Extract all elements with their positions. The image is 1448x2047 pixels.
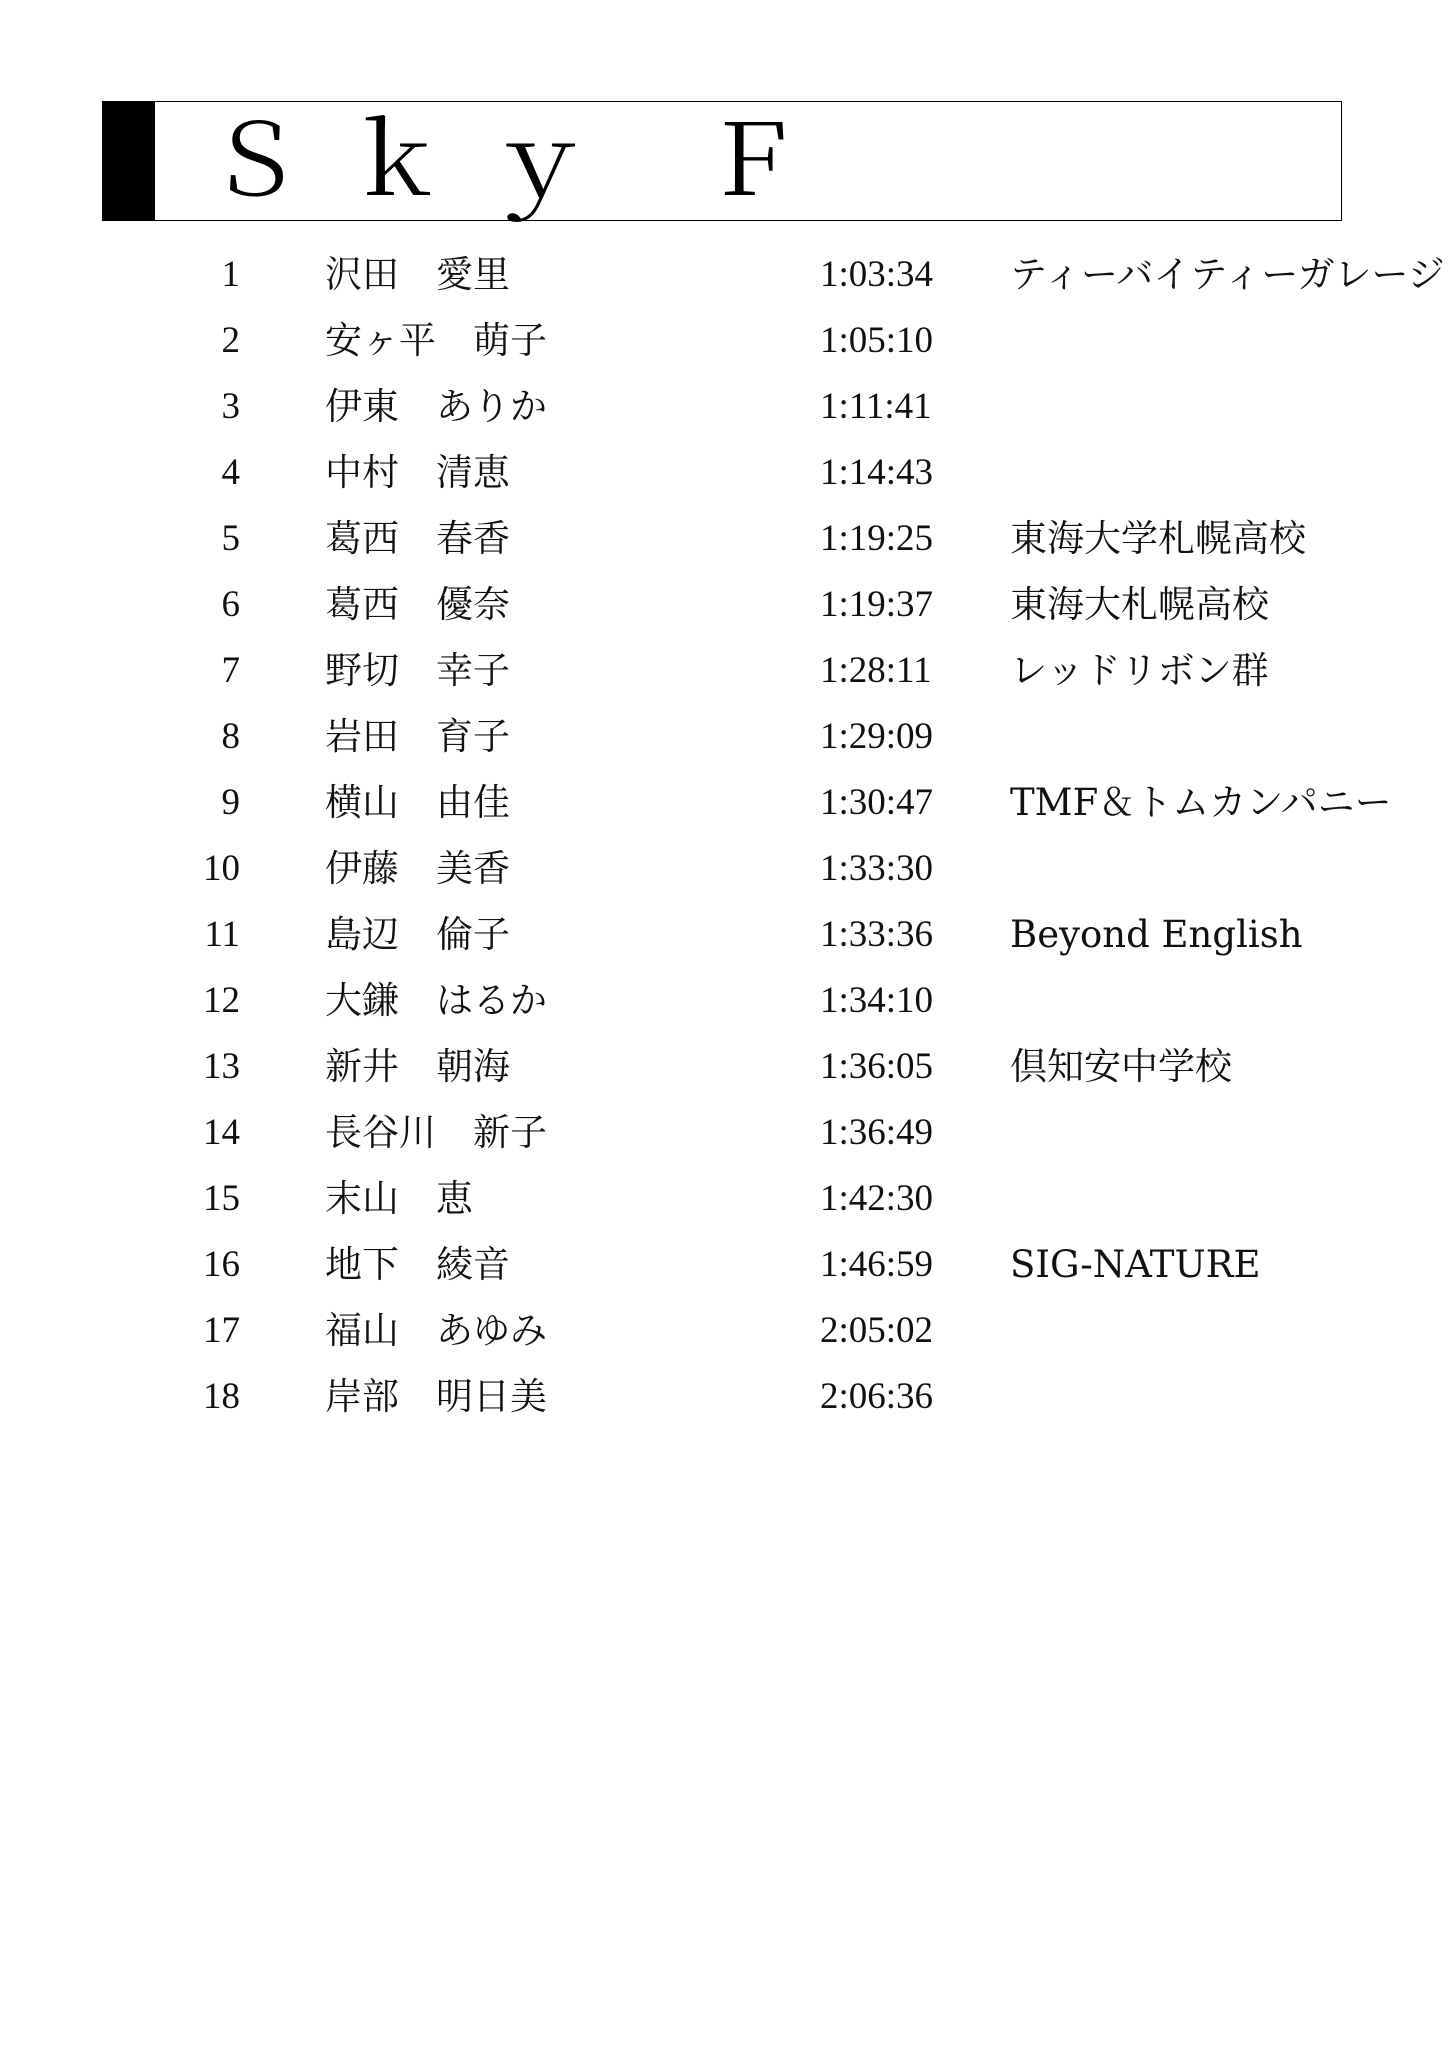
runner-name: 地下 綾音: [325, 1243, 510, 1286]
team-name: 東海大学札幌高校: [1010, 517, 1306, 560]
finish-time: 2:06:36: [820, 1376, 934, 1417]
team-name: ティーバイティーガレージ: [1010, 253, 1445, 296]
team-name: レッドリボン群: [1010, 649, 1269, 692]
result-row: [0, 1034, 1448, 1100]
result-row: [0, 1232, 1448, 1298]
finish-time: 1:34:10: [820, 980, 934, 1021]
result-row: [0, 836, 1448, 902]
result-row: [0, 506, 1448, 572]
rank-cell: 9: [221, 782, 240, 823]
finish-time: 1:28:11: [820, 650, 932, 691]
finish-time: 1:33:30: [820, 848, 934, 889]
rank-cell: 8: [221, 716, 240, 757]
runner-name: 横山 由佳: [325, 781, 510, 824]
category-header: [102, 101, 1342, 221]
rank-cell: 3: [221, 386, 240, 427]
runner-name: 野切 幸子: [325, 649, 510, 692]
result-row: [0, 440, 1448, 506]
runner-name: 岸部 明日美: [325, 1375, 547, 1418]
rank-cell: 13: [203, 1046, 240, 1087]
finish-time: 1:11:41: [820, 386, 932, 427]
result-row: [0, 572, 1448, 638]
rank-cell: 17: [203, 1310, 240, 1351]
rank-cell: 10: [203, 848, 240, 889]
runner-name: 葛西 優奈: [325, 583, 510, 626]
runner-name: 葛西 春香: [325, 517, 510, 560]
result-row: [0, 902, 1448, 968]
finish-time: 1:14:43: [820, 452, 934, 493]
finish-time: 1:05:10: [820, 320, 934, 361]
result-row: [0, 1364, 1448, 1430]
runner-name: 伊東 ありか: [325, 385, 547, 428]
runner-name: 島辺 倫子: [325, 913, 510, 956]
finish-time: 1:29:09: [820, 716, 934, 757]
rank-cell: 4: [221, 452, 240, 493]
results-list: [0, 242, 1448, 1430]
rank-cell: 18: [203, 1376, 240, 1417]
finish-time: 1:19:25: [820, 518, 934, 559]
rank-cell: 12: [203, 980, 240, 1021]
finish-time: 1:19:37: [820, 584, 934, 625]
rank-cell: 14: [203, 1112, 240, 1153]
rank-cell: 5: [221, 518, 240, 559]
finish-time: 1:03:34: [820, 254, 934, 295]
header-accent-bar: [103, 102, 155, 220]
result-row: [0, 638, 1448, 704]
runner-name: 大鎌 はるか: [325, 979, 547, 1022]
result-row: [0, 770, 1448, 836]
result-row: [0, 704, 1448, 770]
result-row: [0, 374, 1448, 440]
runner-name: 安ヶ平 萌子: [325, 319, 547, 362]
runner-name: 末山 恵: [325, 1177, 473, 1220]
finish-time: 1:30:47: [820, 782, 934, 823]
finish-time: 1:36:05: [820, 1046, 934, 1087]
runner-name: 長谷川 新子: [325, 1111, 547, 1154]
result-row: [0, 1100, 1448, 1166]
rank-cell: 6: [221, 584, 240, 625]
runner-name: 沢田 愛里: [325, 253, 510, 296]
result-row: [0, 242, 1448, 308]
result-row: [0, 308, 1448, 374]
finish-time: 2:05:02: [820, 1310, 934, 1351]
runner-name: 福山 あゆみ: [325, 1309, 547, 1352]
finish-time: 1:42:30: [820, 1178, 934, 1219]
runner-name: 伊藤 美香: [325, 847, 510, 890]
team-name: Beyond English: [1010, 913, 1303, 956]
rank-cell: 1: [221, 254, 240, 295]
runner-name: 中村 清恵: [325, 451, 510, 494]
result-row: [0, 968, 1448, 1034]
rank-cell: 15: [203, 1178, 240, 1219]
rank-cell: 16: [203, 1244, 240, 1285]
team-name: 倶知安中学校: [1010, 1045, 1232, 1088]
runner-name: 新井 朝海: [325, 1045, 510, 1088]
team-name: 東海大札幌高校: [1010, 583, 1269, 626]
finish-time: 1:36:49: [820, 1112, 934, 1153]
finish-time: 1:46:59: [820, 1244, 934, 1285]
result-row: [0, 1166, 1448, 1232]
rank-cell: 2: [221, 320, 240, 361]
rank-cell: 11: [204, 914, 240, 955]
rank-cell: 7: [221, 650, 240, 691]
finish-time: 1:33:36: [820, 914, 934, 955]
team-name: TMF＆トムカンパニー: [1010, 781, 1392, 824]
category-title: Ｓｋｙ Ｆ: [206, 106, 846, 216]
runner-name: 岩田 育子: [325, 715, 510, 758]
team-name: SIG-NATURE: [1010, 1243, 1261, 1286]
result-row: [0, 1298, 1448, 1364]
